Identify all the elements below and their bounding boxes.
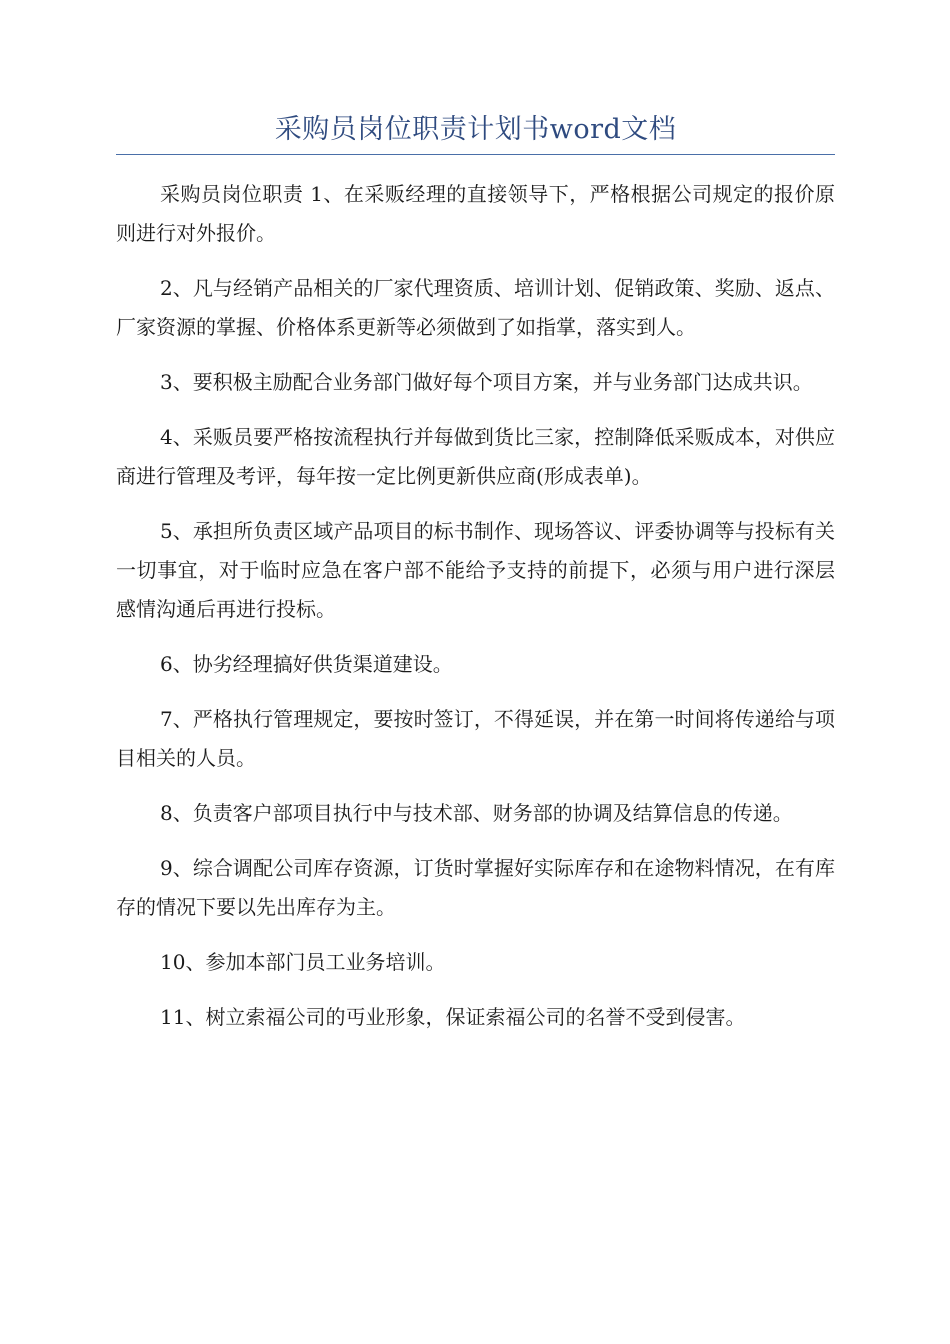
- paragraph-11: 11、树立索福公司的丏业形象，保证索福公司的名誉不受到侵害。: [160, 1005, 746, 1029]
- title-underline: [116, 154, 835, 155]
- paragraph-2: 2、凡与经销产品相关的厂家代理资质、培训计划、促销政策、奖励、返点、厂家资源的掌握、价格体系更新等必须做到了如指掌，落实到人。: [116, 276, 835, 339]
- paragraph-10: 10、参加本部门员工业务培训。: [160, 950, 446, 974]
- paragraph-8: 8、负责客户部项目执行中与技术部、财务部的协调及结算信息的传递。: [160, 801, 793, 825]
- paragraph-7: 7、严格执行管理规定，要按时签订，不得延误，并在第一时间将传递给与项目相关的人员。: [116, 707, 835, 770]
- document-body: [116, 175, 835, 1037]
- paragraph-5: 5、承担所负责区域产品项目的标书制作、现场答议、评委协调等与投标有关一切事宜，对于临时应急在客户部不能给予支持的前提下，必须与用户进行深层感情沟通后再进行投标。: [116, 519, 835, 621]
- document-title: 采购员岗位职责计划书word文档: [274, 114, 677, 145]
- paragraph-9: 9、综合调配公司库存资源，订货时掌握好实际库存和在途物料情况，在有库存的情况下要以先出库存为主。: [116, 856, 835, 919]
- paragraph-4: 4、采贩员要严格按流程执行并每做到货比三家，控制降低采贩成本，对供应商进行管理及考评，每年按一定比例更新供应商(形成表单)。: [116, 425, 835, 488]
- paragraph-3: 3、要积极主励配合业务部门做好每个项目方案，并与业务部门达成共识。: [160, 370, 813, 394]
- paragraph-6: 6、协劣经理搞好供货渠道建设。: [160, 652, 453, 676]
- paragraph-1: 采购员岗位职责 1、在采贩经理的直接领导下，严格根据公司规定的报价原则进行对外报价。: [116, 182, 835, 245]
- document-page: [116, 108, 835, 1053]
